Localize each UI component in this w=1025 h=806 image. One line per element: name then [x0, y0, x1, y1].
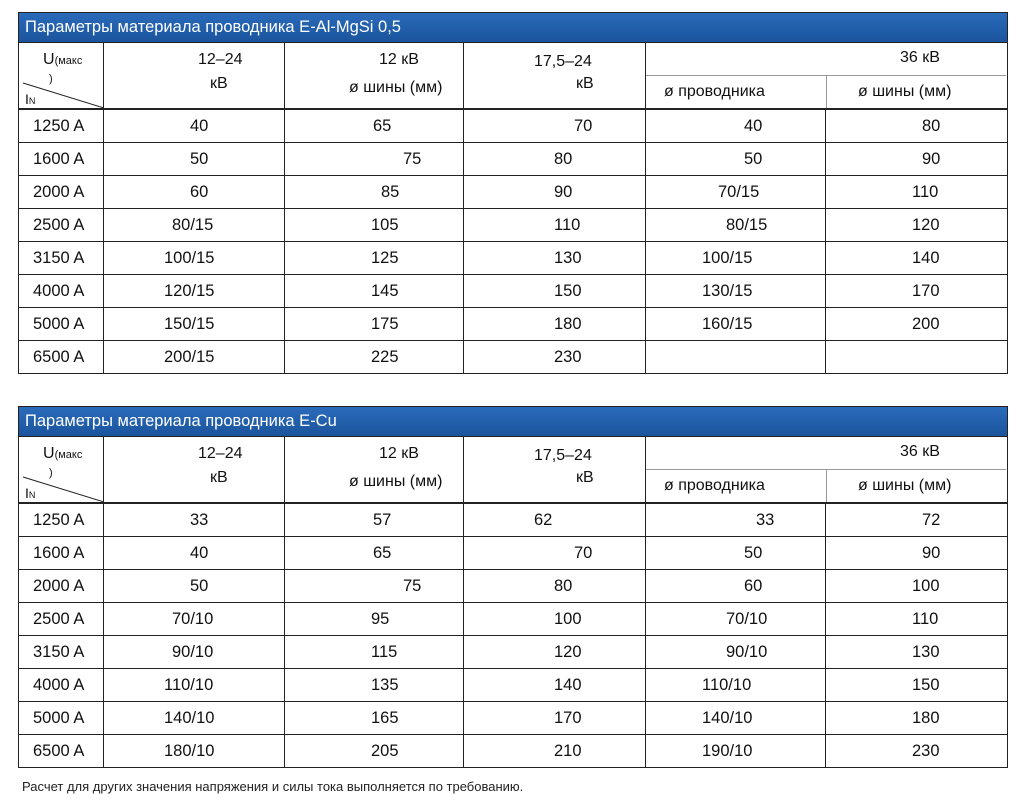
table-cell-v12_24: [104, 669, 285, 701]
cell-value: 90: [922, 150, 941, 168]
cell-value: 110: [554, 216, 581, 234]
table-cell-v12: [285, 669, 464, 701]
table-cell-bus: [826, 143, 1006, 175]
table-cell-v12_24: [104, 209, 285, 241]
cell-value: 150: [554, 282, 582, 300]
table-row: [19, 636, 1007, 669]
cell-value: 150/15: [164, 315, 215, 333]
table-cell-v12_24: [104, 275, 285, 307]
u-max-label: U(макс: [43, 445, 83, 462]
cell-value: 6500 A: [33, 742, 85, 760]
cell-value: 1250 A: [33, 511, 85, 529]
cell-value: 33: [190, 511, 209, 529]
cell-value: 210: [554, 742, 582, 760]
table-cell-bus: [826, 308, 1006, 340]
table-cell-v12_24: [104, 110, 285, 142]
cell-value: 80: [922, 117, 941, 135]
col-36-conductor: ø проводника: [664, 83, 765, 100]
table-row: [19, 735, 1007, 767]
table-cell-cond: [646, 537, 826, 569]
cell-value: 90/10: [726, 643, 768, 661]
cell-value: 2500 A: [33, 610, 85, 628]
i-n-label: IN: [25, 485, 36, 501]
cell-value: 200/15: [164, 348, 215, 366]
cell-value: 70/10: [726, 610, 768, 628]
cell-value: 225: [371, 348, 399, 366]
cell-value: 40: [190, 544, 209, 562]
cell-value: 165: [371, 709, 399, 727]
cell-value: 5000 A: [33, 709, 85, 727]
col-36-title: 36 кВ: [900, 49, 940, 66]
cell-value: 105: [371, 216, 399, 234]
table-cell-v12_24: [104, 143, 285, 175]
table-cell-v12_24: [104, 570, 285, 602]
col-12-line2: ø шины (мм): [349, 79, 443, 96]
col-17-line1: 17,5–24: [534, 53, 592, 70]
table-cell-v12_24: [104, 636, 285, 668]
table-cell-cond: [646, 735, 826, 767]
u-max-paren: ): [49, 73, 53, 85]
cell-value: 40: [190, 117, 209, 135]
table-cell-v17: [464, 735, 646, 767]
table-row: [19, 143, 1007, 176]
table-cell-v12: [285, 504, 464, 536]
cell-value: 5000 A: [33, 315, 85, 333]
cell-value: 130: [912, 643, 940, 661]
cell-value: 140: [554, 676, 582, 694]
cell-value: 200: [912, 315, 940, 333]
cell-value: 50: [744, 544, 763, 562]
table-cell-v17: [464, 176, 646, 208]
table-row: [19, 308, 1007, 341]
table-cell-current: [19, 504, 104, 536]
table-cell-bus: [826, 603, 1006, 635]
col-36-split: [826, 76, 827, 108]
table-cell-cond: [646, 110, 826, 142]
cell-value: 4000 A: [33, 676, 85, 694]
cell-value: 60: [190, 183, 209, 201]
table-cell-v17: [464, 537, 646, 569]
cell-value: 175: [371, 315, 399, 333]
table-cell-v12: [285, 570, 464, 602]
u-max-paren: ): [49, 467, 53, 479]
table-cell-bus: [826, 570, 1006, 602]
table-cell-current: [19, 275, 104, 307]
header-cell: [464, 437, 646, 502]
table-cell-current: [19, 242, 104, 274]
cell-value: 1250 A: [33, 117, 85, 135]
cell-value: 60: [744, 577, 763, 595]
table-cell-v17: [464, 669, 646, 701]
col-36-conductor: ø проводника: [664, 477, 765, 494]
cell-value: 95: [371, 610, 390, 628]
table-row: [19, 570, 1007, 603]
cell-value: 90: [554, 183, 573, 201]
cell-value: 80: [554, 150, 573, 168]
table-cell-v17: [464, 209, 646, 241]
cell-value: 140: [912, 249, 940, 267]
cell-value: 170: [554, 709, 582, 727]
table-al-mgsi: [18, 12, 1008, 374]
table-cell-v12_24: [104, 735, 285, 767]
header-cell: [285, 437, 464, 502]
cell-value: 50: [190, 150, 209, 168]
table-cell-bus: [826, 702, 1006, 734]
table-cell-v17: [464, 636, 646, 668]
cell-value: 140/10: [164, 709, 215, 727]
table-cell-current: [19, 570, 104, 602]
table-cell-v17: [464, 308, 646, 340]
table-cell-v12: [285, 603, 464, 635]
header-cell: [464, 43, 646, 108]
table-cell-cond: [646, 702, 826, 734]
cell-value: 40: [744, 117, 763, 135]
table-cell-v17: [464, 110, 646, 142]
header-cell: [104, 43, 285, 108]
table-row: [19, 669, 1007, 702]
cell-value: 180/10: [164, 742, 215, 760]
table-cell-cond: [646, 570, 826, 602]
col-17-line2: кВ: [576, 75, 594, 92]
cell-value: 100: [554, 610, 582, 628]
cell-value: 190/10: [702, 742, 753, 760]
table-cell-v17: [464, 242, 646, 274]
table-cell-v12_24: [104, 603, 285, 635]
header-cell: [285, 43, 464, 108]
header-cell: [646, 43, 1006, 108]
table-row: [19, 209, 1007, 242]
table-cell-v12: [285, 341, 464, 373]
u-max-label: U(макс: [43, 51, 83, 68]
table-cell-current: [19, 669, 104, 701]
table-cell-bus: [826, 636, 1006, 668]
header-cell: [19, 437, 104, 502]
cell-value: 140/10: [702, 709, 753, 727]
cell-value: 2000 A: [33, 183, 85, 201]
table-cell-v12_24: [104, 537, 285, 569]
cell-value: 1600 A: [33, 150, 85, 168]
cell-value: 80/15: [726, 216, 768, 234]
table-cell-current: [19, 143, 104, 175]
table-cell-bus: [826, 242, 1006, 274]
header-cell: [646, 437, 1006, 502]
table-cell-v12: [285, 308, 464, 340]
cell-value: 130/15: [702, 282, 753, 300]
col-12-line1: 12 кВ: [379, 445, 419, 462]
table-row: [19, 702, 1007, 735]
cell-value: 4000 A: [33, 282, 85, 300]
col-12-24-line1: 12–24: [198, 51, 243, 68]
table-cell-bus: [826, 669, 1006, 701]
table-cell-cond: [646, 209, 826, 241]
col-12-line1: 12 кВ: [379, 51, 419, 68]
col-36-title: 36 кВ: [900, 443, 940, 460]
table-cell-cond: [646, 242, 826, 274]
table-cell-bus: [826, 176, 1006, 208]
header-cell: [19, 43, 104, 108]
table-cell-cond: [646, 308, 826, 340]
cell-value: 100: [912, 577, 940, 595]
table-cell-v12_24: [104, 308, 285, 340]
table-cell-bus: [826, 504, 1006, 536]
cell-value: 70/15: [718, 183, 760, 201]
cell-value: 80: [554, 577, 573, 595]
table-cell-v12: [285, 735, 464, 767]
table-cell-v17: [464, 570, 646, 602]
table-title: Параметры материала проводника E-Cu: [19, 407, 1007, 437]
cell-value: 120/15: [164, 282, 215, 300]
cell-value: 110: [912, 183, 939, 201]
table-cell-v17: [464, 341, 646, 373]
table-header: [19, 437, 1007, 504]
cell-value: 75: [403, 577, 422, 595]
table-header: [19, 43, 1007, 110]
cell-value: 70: [574, 544, 593, 562]
cell-value: 65: [373, 117, 392, 135]
table-row: [19, 110, 1007, 143]
table-cell-v12: [285, 110, 464, 142]
table-cell-v12_24: [104, 702, 285, 734]
cell-value: 2000 A: [33, 577, 85, 595]
col-17-line2: кВ: [576, 469, 594, 486]
cell-value: 50: [744, 150, 763, 168]
table-cell-v12: [285, 275, 464, 307]
table-cell-current: [19, 636, 104, 668]
cell-value: 120: [554, 643, 582, 661]
col-36-bus: ø шины (мм): [858, 477, 952, 494]
table-cell-v12: [285, 209, 464, 241]
table-cell-v17: [464, 504, 646, 536]
cell-value: 180: [554, 315, 582, 333]
table-cell-cond: [646, 143, 826, 175]
col-36-bus: ø шины (мм): [858, 83, 952, 100]
cell-value: 110: [912, 610, 939, 628]
table-cell-current: [19, 176, 104, 208]
table-row: [19, 603, 1007, 636]
table-cell-bus: [826, 275, 1006, 307]
cell-value: 110/10: [164, 676, 214, 694]
table-cell-cond: [646, 504, 826, 536]
table-row: [19, 242, 1007, 275]
table-cell-v12: [285, 176, 464, 208]
table-cell-v17: [464, 275, 646, 307]
table-cell-cond: [646, 669, 826, 701]
table-cell-v12_24: [104, 176, 285, 208]
table-cell-v17: [464, 143, 646, 175]
table-cell-v12: [285, 636, 464, 668]
cell-value: 2500 A: [33, 216, 85, 234]
cell-value: 230: [912, 742, 940, 760]
cell-value: 70: [574, 117, 593, 135]
table-cell-cond: [646, 603, 826, 635]
table-cell-cond: [646, 636, 826, 668]
cell-value: 100/15: [164, 249, 215, 267]
table-cell-cond: [646, 341, 826, 373]
table-row: [19, 341, 1007, 373]
col-12-24-line1: 12–24: [198, 445, 243, 462]
table-cell-v12: [285, 143, 464, 175]
cell-value: 230: [554, 348, 582, 366]
cell-value: 3150 A: [33, 249, 85, 267]
header-cell: [104, 437, 285, 502]
col-17-line1: 17,5–24: [534, 447, 592, 464]
col-12-24-line2: кВ: [210, 75, 228, 92]
cell-value: 110/10: [702, 676, 752, 694]
cell-value: 57: [373, 511, 392, 529]
table-cell-cond: [646, 275, 826, 307]
cell-value: 50: [190, 577, 209, 595]
table-cell-current: [19, 209, 104, 241]
cell-value: 65: [373, 544, 392, 562]
table-row: [19, 504, 1007, 537]
table-cell-v12_24: [104, 504, 285, 536]
cell-value: 33: [756, 511, 775, 529]
cell-value: 90: [922, 544, 941, 562]
col-36-split: [826, 470, 827, 502]
cell-value: 80/15: [172, 216, 214, 234]
cell-value: 135: [371, 676, 399, 694]
table-cell-current: [19, 603, 104, 635]
table-cell-v12: [285, 242, 464, 274]
cell-value: 75: [403, 150, 422, 168]
cell-value: 72: [922, 511, 941, 529]
table-cell-v12_24: [104, 341, 285, 373]
cell-value: 160/15: [702, 315, 753, 333]
cell-value: 1600 A: [33, 544, 85, 562]
cell-value: 70/10: [172, 610, 214, 628]
table-row: [19, 537, 1007, 570]
cell-value: 115: [371, 643, 398, 661]
table-row: [19, 275, 1007, 308]
table-cell-v17: [464, 603, 646, 635]
i-n-label: IN: [25, 91, 36, 107]
table-cell-v12_24: [104, 242, 285, 274]
cell-value: 125: [371, 249, 399, 267]
cell-value: 90/10: [172, 643, 214, 661]
cell-value: 205: [371, 742, 399, 760]
cell-value: 120: [912, 216, 940, 234]
table-cell-cond: [646, 176, 826, 208]
table-cell-bus: [826, 735, 1006, 767]
table-cell-current: [19, 537, 104, 569]
table-cell-bus: [826, 110, 1006, 142]
cell-value: 3150 A: [33, 643, 85, 661]
table-cell-current: [19, 308, 104, 340]
cell-value: 150: [912, 676, 940, 694]
col-12-line2: ø шины (мм): [349, 473, 443, 490]
cell-value: 170: [912, 282, 940, 300]
footnote: Расчет для других значения напряжения и силы тока выполняется по требованию.: [22, 779, 524, 794]
cell-value: 180: [912, 709, 940, 727]
table-cell-bus: [826, 209, 1006, 241]
cell-value: 85: [381, 183, 400, 201]
table-cell-v12: [285, 702, 464, 734]
table-cell-current: [19, 702, 104, 734]
cell-value: 6500 A: [33, 348, 85, 366]
table-title: Параметры материала проводника E-Al-MgSi 0,5: [19, 13, 1007, 43]
table-cell-v17: [464, 702, 646, 734]
table-cell-v12: [285, 537, 464, 569]
table-cell-current: [19, 110, 104, 142]
col-12-24-line2: кВ: [210, 469, 228, 486]
cell-value: 130: [554, 249, 582, 267]
cell-value: 145: [371, 282, 399, 300]
cell-value: 62: [534, 511, 553, 529]
cell-value: 100/15: [702, 249, 753, 267]
table-cell-bus: [826, 341, 1006, 373]
table-cell-current: [19, 341, 104, 373]
table-cell-bus: [826, 537, 1006, 569]
table-cell-current: [19, 735, 104, 767]
table-cu: [18, 406, 1008, 768]
table-row: [19, 176, 1007, 209]
